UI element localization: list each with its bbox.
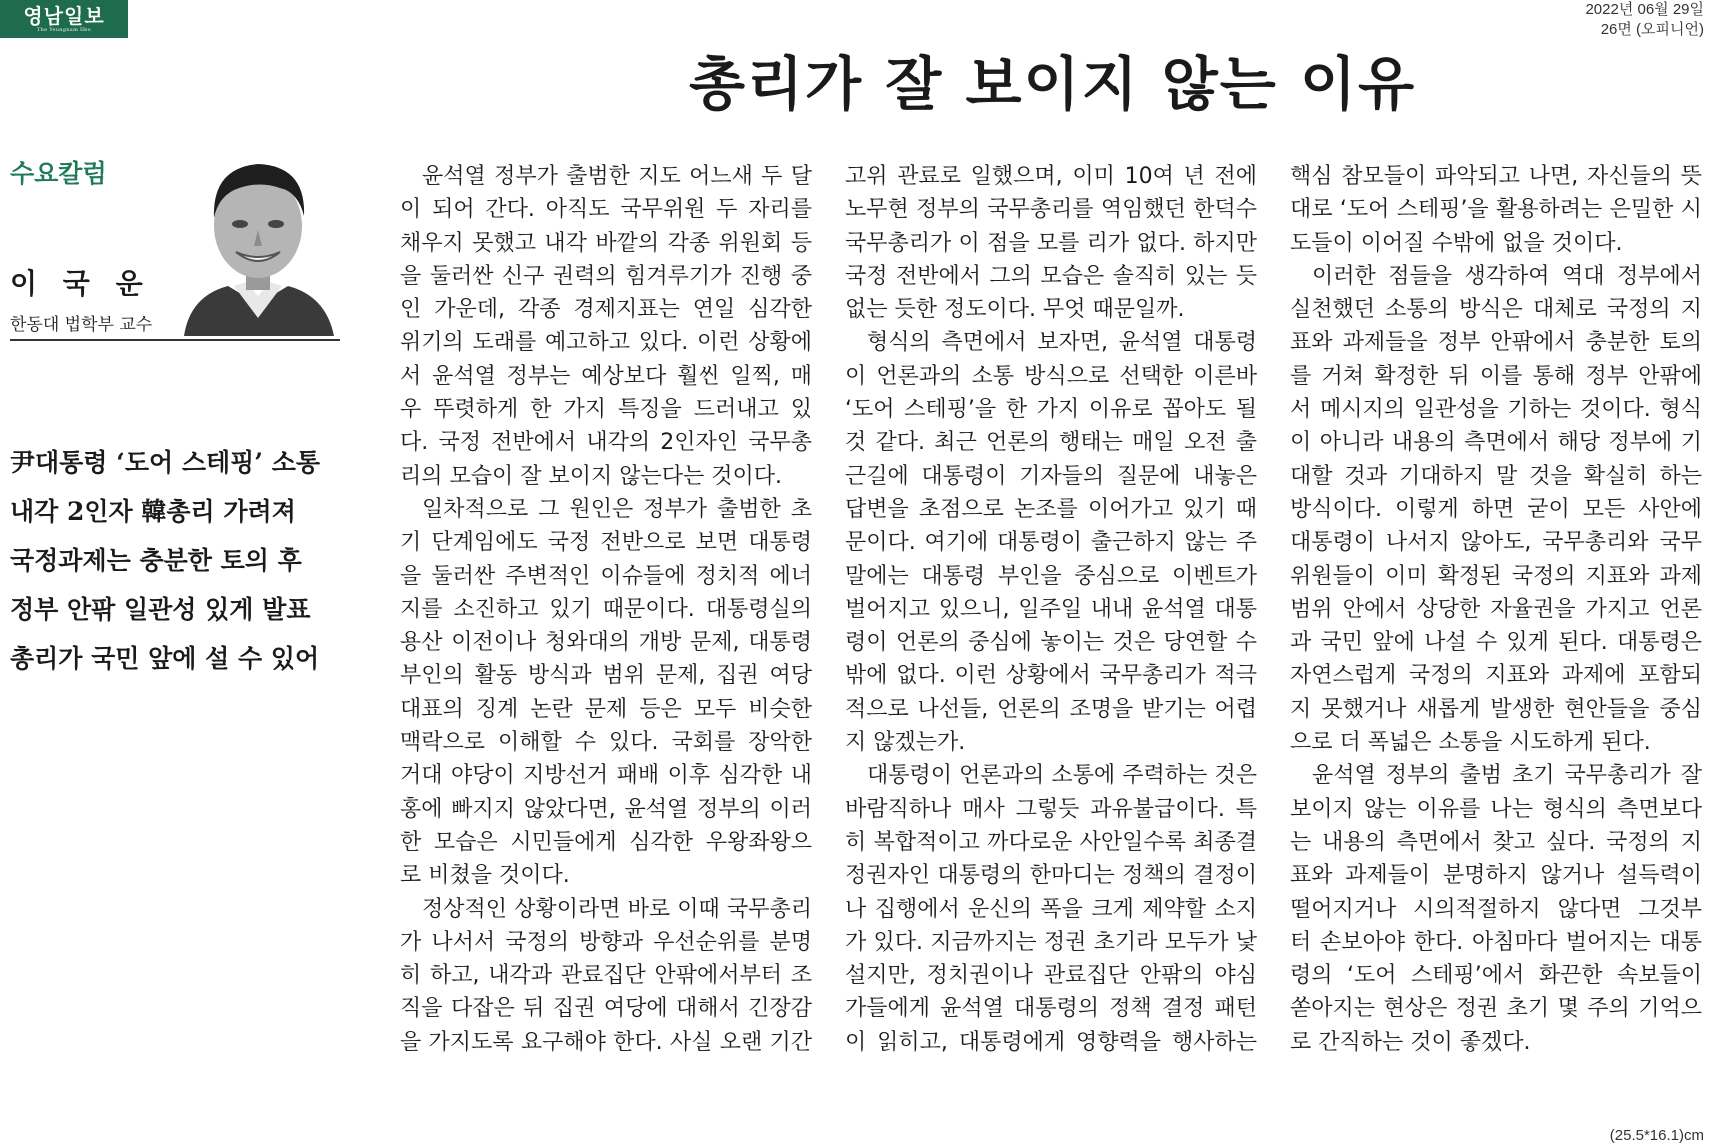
body-line: 정상적인 상황이라면 바로 이때 국무총리	[422, 896, 812, 922]
summary-line: 내각 2인자 韓총리 가려져	[10, 497, 296, 526]
body-line: 채우지 못했고 내각 바깥의 각종 위원회 등	[400, 230, 812, 256]
body-line: 핵심 참모들이 파악되고 나면, 자신들의 뜻	[1290, 164, 1702, 189]
body-line: 이 언론과의 소통 방식으로 선택한 이른바	[845, 363, 1257, 389]
body-line: 표와 과제들이 분명하지 않거나 설득력이	[1290, 863, 1702, 889]
body-line: 으로 더 폭넓은 소통을 시도하게 된다.	[1290, 730, 1651, 756]
body-line: 국정 전반에서 그의 모습은 솔직히 있는 듯	[845, 263, 1257, 289]
body-paragraph	[400, 893, 812, 1059]
body-line: 우 뚜렷하게 한 가지 특징을 드러내고 있	[400, 397, 812, 423]
article-column-3	[1290, 160, 1702, 1059]
article-column-1	[400, 160, 812, 1059]
body-line: 것 같다. 최근 언론의 행태는 매일 오전 출	[845, 430, 1257, 456]
body-line: 로 비쳤을 것이다.	[400, 863, 570, 889]
publication-date: 2022년 06월 29일	[1585, 1, 1704, 18]
body-line: 부인의 활동 방식과 범위 문제, 집권 여당	[400, 663, 812, 689]
body-paragraph	[400, 493, 812, 893]
body-line: 을 둘러싼 신구 권력의 힘겨루기가 진행 중	[400, 263, 812, 289]
body-line: 대통령이 나서지 않아도, 국무총리와 국무	[1290, 530, 1702, 556]
body-line: 이 되어 간다. 아직도 국무위원 두 자리를	[400, 197, 812, 223]
body-line: 밖에 없다. 이런 상황에서 국무총리가 적극	[845, 663, 1257, 689]
body-line: 일차적으로 그 원인은 정부가 출범한 초	[422, 496, 812, 522]
body-line: 거대 야당이 지방선거 패배 이후 심각한 내	[400, 763, 812, 789]
body-line: 바람직하나 매사 그렇듯 과유불급이다. 특	[845, 796, 1257, 822]
body-line: 로 간직하는 것이 좋겠다.	[1290, 1029, 1531, 1055]
body-line: 가 나서서 국정의 방향과 우선순위를 분명	[400, 929, 812, 955]
body-line: 말에는 대통령 부인을 중심으로 이벤트가	[845, 563, 1257, 589]
body-line: 을 가지도록 요구해야 한다. 사실 오랜 기간	[400, 1029, 812, 1055]
body-line: 홍에 빠지지 않았다면, 윤석열 정부의 이러	[400, 796, 812, 822]
body-line: 를 거쳐 확정한 뒤 이를 통해 정부 안팎에	[1290, 363, 1702, 389]
body-line: 실천했던 소통의 방식은 대체로 국정의 지	[1290, 297, 1702, 323]
body-line: 없는 듯한 정도이다. 무엇 때문일까.	[845, 297, 1185, 323]
body-line: 위원들이 이미 확정된 국정의 지표와 과제	[1290, 563, 1702, 589]
body-paragraph	[845, 326, 1257, 759]
body-line: 대표의 징계 논란 문제 등은 모두 비슷한	[400, 696, 812, 722]
body-line: 윤석열 정부의 출범 초기 국무총리가 잘	[1312, 763, 1702, 789]
body-line: 정권자인 대통령의 한마디는 정책의 결정이	[845, 863, 1257, 889]
body-line: 인 가운데, 각종 경제지표는 연일 심각한	[400, 297, 812, 323]
summary-line: 尹대통령 ‘도어 스테핑’ 소통	[10, 448, 321, 477]
newspaper-logo	[0, 0, 128, 38]
body-line: 는 내용의 측면에서 찾고 싶다. 국정의 지	[1290, 829, 1702, 855]
body-paragraph	[400, 160, 812, 493]
body-line: 히 하고, 내각과 관료집단 안팎에서부터 조	[400, 963, 812, 989]
publication-info	[1585, 0, 1704, 40]
body-line: 쏟아지는 현상은 정권 초기 몇 주의 기억으	[1290, 996, 1702, 1022]
body-line: 지를 소진하고 있기 때문이다. 대통령실의	[400, 596, 812, 622]
summary-line: 정부 안팎 일관성 있게 발표	[10, 595, 311, 624]
body-line: 국무총리가 이 점을 모를 리가 없다. 하지만	[845, 230, 1257, 256]
body-line: ‘도어 스테핑’을 한 가지 이유로 꼽아도 될	[845, 397, 1257, 423]
body-line: 떨어지거나 시의적절하지 않다면 그것부	[1290, 896, 1702, 922]
body-line: 대로 ‘도어 스테핑’을 활용하려는 은밀한 시	[1290, 197, 1702, 223]
body-line: 적으로 나선들, 언론의 조명을 받기는 어렵	[845, 696, 1257, 722]
author-photo	[176, 146, 340, 336]
logo-subtitle: The Yeungnam Ilbo	[37, 26, 91, 33]
body-line: 서 메시지의 일관성을 기하는 것이다. 형식	[1290, 397, 1702, 423]
body-line: 대할 것과 기대하지 말 것을 확실히 하는	[1290, 463, 1702, 489]
body-line: 직을 다잡은 뒤 집권 여당에 대해서 긴장감	[400, 996, 812, 1022]
author-name: 이 국 운	[10, 267, 151, 300]
body-line: 답변을 초점으로 논조를 이어가고 있기 때	[845, 496, 1257, 522]
body-paragraph	[845, 160, 1257, 326]
body-line: 리의 모습이 잘 보이지 않는다는 것이다.	[400, 463, 782, 489]
body-line: 벌어지고 있으니, 일주일 내내 윤석열 대통	[845, 596, 1257, 622]
body-line: 령이 언론의 중심에 놓이는 것은 당연할 수	[845, 630, 1257, 656]
article-column-2	[845, 160, 1257, 1059]
body-line: 지 못했거나 새롭게 발생한 현안들을 중심	[1290, 696, 1702, 722]
article-size-note: (25.5*16.1)cm	[1609, 1127, 1704, 1144]
body-line: 한 모습은 시민들에게 심각한 우왕좌왕으	[400, 829, 812, 855]
body-line: 윤석열 정부가 출범한 지도 어느새 두 달	[422, 164, 812, 189]
body-line: 이 아니라 내용의 측면에서 해당 정부에 기	[1290, 430, 1702, 456]
body-line: 이러한 점들을 생각하여 역대 정부에서	[1312, 263, 1702, 289]
body-line: 이 읽히고, 대통령에게 영향력을 행사하는	[845, 1029, 1257, 1055]
body-paragraph	[1290, 260, 1702, 759]
page-section: 26면 (오피니언)	[1600, 21, 1704, 38]
body-line: 령의 ‘도어 스테핑’에서 화끈한 속보들이	[1290, 963, 1702, 989]
column-tag: 수요칼럼	[10, 159, 107, 188]
body-line: 도들이 이어질 수밖에 없을 것이다.	[1290, 230, 1623, 256]
body-line: 지 않겠는가.	[845, 730, 966, 756]
body-line: 보이지 않는 이유를 나는 형식의 측면보다	[1290, 796, 1702, 822]
body-paragraph	[845, 759, 1257, 1059]
body-line: 범위 안에서 상당한 자율권을 가지고 언론	[1290, 596, 1702, 622]
body-line: 노무현 정부의 국무총리를 역임했던 한덕수	[845, 197, 1257, 223]
body-paragraph	[1290, 759, 1702, 1059]
author-title: 한동대 법학부 교수	[10, 315, 153, 335]
body-line: 다. 국정 전반에서 내각의 2인자인 국무총	[400, 430, 812, 456]
body-line: 대통령이 언론과의 소통에 주력하는 것은	[867, 763, 1257, 789]
author-divider	[10, 339, 340, 341]
body-line: 설지만, 정치권이나 관료집단 안팎의 야심	[845, 963, 1257, 989]
body-line: 용산 이전이나 청와대의 개방 문제, 대통령	[400, 630, 812, 656]
body-line: 터 손보아야 한다. 아침마다 벌어지는 대통	[1290, 929, 1702, 955]
body-paragraph	[1290, 160, 1702, 260]
article-headline: 총리가 잘 보이지 않는 이유	[688, 50, 1417, 118]
body-line: 가 있다. 지금까지는 정권 초기라 모두가 낯	[845, 929, 1257, 955]
body-line: 나 집행에서 운신의 폭을 크게 제약할 소지	[845, 896, 1257, 922]
body-line: 형식의 측면에서 보자면, 윤석열 대통령	[867, 330, 1257, 356]
body-line: 을 둘러싼 주변적인 이슈들에 정치적 에너	[400, 563, 812, 589]
logo-text: 영남일보	[23, 3, 105, 28]
body-line: 서 윤석열 정부는 예상보다 훨씬 일찍, 매	[400, 363, 812, 389]
body-line: 위기의 도래를 예고하고 있다. 이런 상황에	[400, 330, 812, 356]
body-line: 근길에 대통령이 기자들의 질문에 내놓은	[845, 463, 1257, 489]
body-line: 문이다. 여기에 대통령이 출근하지 않는 주	[845, 530, 1257, 556]
body-line: 맥락으로 이해할 수 있다. 국회를 장악한	[400, 730, 812, 756]
body-line: 방식이다. 이렇게 하면 굳이 모든 사안에	[1290, 496, 1702, 522]
body-line: 자연스럽게 국정의 지표와 과제에 포함되	[1290, 663, 1702, 689]
article-summary	[10, 438, 370, 683]
body-line: 히 복합적이고 까다로운 사안일수록 최종결	[845, 829, 1257, 855]
summary-line: 총리가 국민 앞에 설 수 있어	[10, 644, 320, 673]
body-line: 과 국민 앞에 나설 수 있게 된다. 대통령은	[1290, 630, 1702, 656]
summary-line: 국정과제는 충분한 토의 후	[10, 546, 302, 575]
body-line: 표와 과제들을 정부 안팎에서 충분한 토의	[1290, 330, 1702, 356]
body-line: 가들에게 윤석열 대통령의 정책 결정 패턴	[845, 996, 1257, 1022]
body-line: 기 단계임에도 국정 전반으로 보면 대통령	[400, 530, 812, 556]
body-line: 고위 관료로 일했으며, 이미 10여 년 전에	[845, 164, 1257, 189]
